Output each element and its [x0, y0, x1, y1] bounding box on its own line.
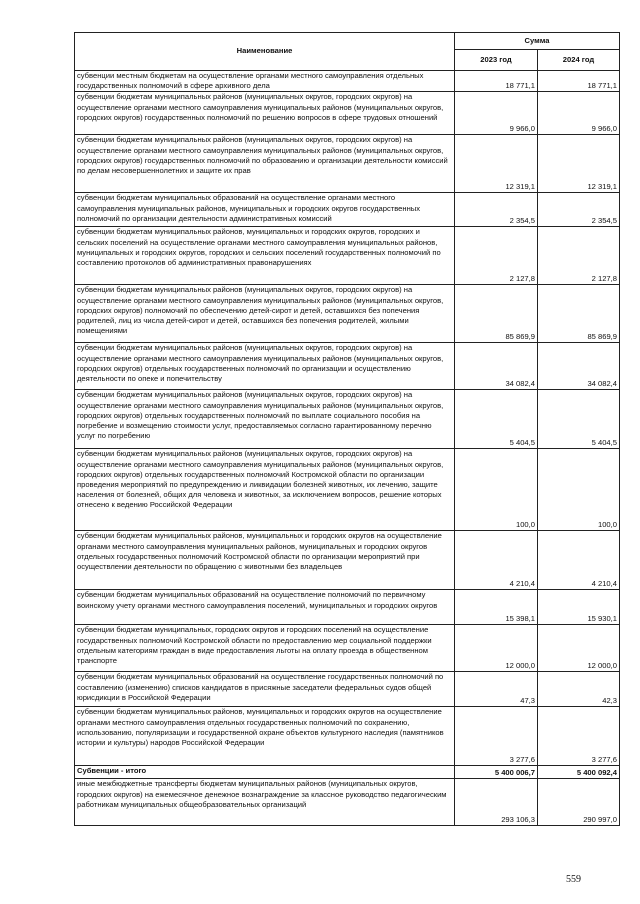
row-value-2023: 12 000,0 [455, 625, 538, 672]
table-row [75, 625, 620, 672]
row-value-2024: 18 771,1 [538, 71, 620, 92]
row-value-2023: 4 210,4 [455, 531, 538, 590]
total-label: Субвенции - итого [75, 766, 455, 779]
row-value-2023: 12 319,1 [455, 135, 538, 193]
row-value-2023: 2 127,8 [455, 227, 538, 285]
row-name: субвенции бюджетам муниципальных районов (муниципальных округов, городских округов) на осуществление органами местного самоуправления муниципальных районов (муниципальных округов, городских округов) отдельных государственных полномочий Костромской области по организации проведения мероприятий по предупреждению и ликвидации болезней животных, их лечению, защите населения от болезней, общих для человека и животных, за исключением вопросов, решение которых отнесено к ведению Российской Федерации [75, 449, 455, 531]
header-year-2023: 2023 год [455, 50, 538, 71]
table-row [75, 707, 620, 766]
table-row [75, 227, 620, 285]
row-name: субвенции бюджетам муниципальных районов (муниципальных округов, городских округов) на осуществление органами местного самоуправления муниципальных районов (муниципальных округов, городских округов) государственных полномочий по решению вопросов в сфере трудовых отношений [75, 92, 455, 135]
total-value-2024: 5 400 092,4 [538, 766, 620, 779]
page-number: 559 [566, 874, 581, 885]
table-row [75, 531, 620, 590]
table-row [75, 343, 620, 390]
table-row [75, 135, 620, 193]
table-row [75, 92, 620, 135]
row-value-2024: 3 277,6 [538, 707, 620, 766]
row-value-2023: 15 398,1 [455, 590, 538, 625]
row-value-2024: 100,0 [538, 449, 620, 531]
row-value-2023: 9 966,0 [455, 92, 538, 135]
row-name: субвенции бюджетам муниципальных районов (муниципальных округов, городских округов) на осуществление органами местного самоуправления муниципальных районов (муниципальных округов, городских округов) полномочий по обеспечению детей-сирот и детей, оставшихся без попечения родителей, лиц из числа детей-сирот и детей, оставшихся без попечения родителей, жилыми помещениями [75, 285, 455, 343]
row-value-2024: 12 319,1 [538, 135, 620, 193]
row-name: субвенции бюджетам муниципальных образований на осуществление полномочий по первичному воинскому учету органами местного самоуправления поселений, муниципальных и городских округов [75, 590, 455, 625]
row-name: субвенции бюджетам муниципальных районов (муниципальных округов, городских округов) на осуществление органами местного самоуправления муниципальных районов (муниципальных округов, городских округов) отдельных государственных полномочий по организации и осуществлению деятельности по опеке и попечительству [75, 343, 455, 390]
row-value-2024: 2 354,5 [538, 193, 620, 227]
row-value-2023: 2 354,5 [455, 193, 538, 227]
budget-table [74, 32, 620, 826]
row-value-2023: 18 771,1 [455, 71, 538, 92]
row-value-2024: 85 869,9 [538, 285, 620, 343]
table-row [75, 590, 620, 625]
table-row [75, 193, 620, 227]
table-row [75, 449, 620, 531]
table-row [75, 672, 620, 707]
total-row [75, 766, 620, 779]
row-value-2023: 85 869,9 [455, 285, 538, 343]
row-name: субвенции бюджетам муниципальных районов, муниципальных и городских округов на осуществление органами местного самоуправления муниципальных районов, муниципальных и городских округов отдельных государственных полномочий Костромской области по организации мероприятий при осуществлении деятельности по обращению с животными без владельцев [75, 531, 455, 590]
row-value-2023: 34 082,4 [455, 343, 538, 390]
table-row [75, 285, 620, 343]
header-name: Наименование [75, 33, 455, 71]
row-name: субвенции бюджетам муниципальных районов (муниципальных округов, городских округов) на осуществление органами местного самоуправления муниципальных районов (муниципальных округов, городских округов) государственных полномочий по образованию и организации деятельности комиссий по делам несовершеннолетних и защите их прав [75, 135, 455, 193]
row-value-2023: 47,3 [455, 672, 538, 707]
row-name: субвенции бюджетам муниципальных образований на осуществление государственных полномочий по составлению (изменению) списков кандидатов в присяжные заседатели федеральных судов общей юрисдикции в Российской Федерации [75, 672, 455, 707]
row-value-2024: 5 404,5 [538, 390, 620, 449]
row-value-2024: 42,3 [538, 672, 620, 707]
table-row [75, 779, 620, 826]
total-value-2023: 5 400 006,7 [455, 766, 538, 779]
row-name: субвенции бюджетам муниципальных районов, муниципальных и городских округов на осуществление органами местного самоуправления отдельных государственных полномочий по сохранению, использованию, популяризации и государственной охране объектов культурного наследия (памятников истории и культуры) народов Российской Федерации [75, 707, 455, 766]
table-row [75, 71, 620, 92]
row-name: субвенции местным бюджетам на осуществление органами местного самоуправления отдельных государственных полномочий в сфере архивного дела [75, 71, 455, 92]
table-header-row [75, 33, 620, 50]
row-name: субвенции бюджетам муниципальных образований на осуществление органами местного самоуправления муниципальных районов, муниципальных и городских округов государственных полномочий по организации деятельности административных комиссий [75, 193, 455, 227]
header-sum: Сумма [455, 33, 620, 50]
row-value-2024: 34 082,4 [538, 343, 620, 390]
row-value-2023: 100,0 [455, 449, 538, 531]
row-value-2023: 293 106,3 [455, 779, 538, 826]
row-value-2024: 12 000,0 [538, 625, 620, 672]
row-value-2024: 2 127,8 [538, 227, 620, 285]
row-name: субвенции бюджетам муниципальных районов (муниципальных округов, городских округов) на осуществление органами местного самоуправления муниципальных районов (муниципальных округов, городских округов) отдельных государственных полномочий по выплате социального пособия на погребение и возмещению стоимости услуг, предоставляемых согласно гарантированному перечню услуг по погребению [75, 390, 455, 449]
row-value-2023: 5 404,5 [455, 390, 538, 449]
table-row [75, 390, 620, 449]
row-name: субвенции бюджетам муниципальных районов, муниципальных и городских округов, городских и сельских поселений на осуществление органами местного самоуправления муниципальных районов, муниципальных и городских округов, городских и сельских поселений государственных полномочий по составлению протоколов об административных правонарушениях [75, 227, 455, 285]
header-year-2024: 2024 год [538, 50, 620, 71]
row-value-2023: 3 277,6 [455, 707, 538, 766]
row-name: иные межбюджетные трансферты бюджетам муниципальных районов (муниципальных округов, городских округов) на ежемесячное денежное вознаграждение за классное руководство педагогическим работникам муниципальных общеобразовательных организаций [75, 779, 455, 826]
row-value-2024: 4 210,4 [538, 531, 620, 590]
row-value-2024: 15 930,1 [538, 590, 620, 625]
row-value-2024: 290 997,0 [538, 779, 620, 826]
row-name: субвенции бюджетам муниципальных, городских округов и городских поселений на осуществление государственных полномочий Костромской области по предоставлению мер социальной поддержки отдельным категориям граждан в виде предоставления льготы на оплату проезда в общественном транспорте [75, 625, 455, 672]
row-value-2024: 9 966,0 [538, 92, 620, 135]
